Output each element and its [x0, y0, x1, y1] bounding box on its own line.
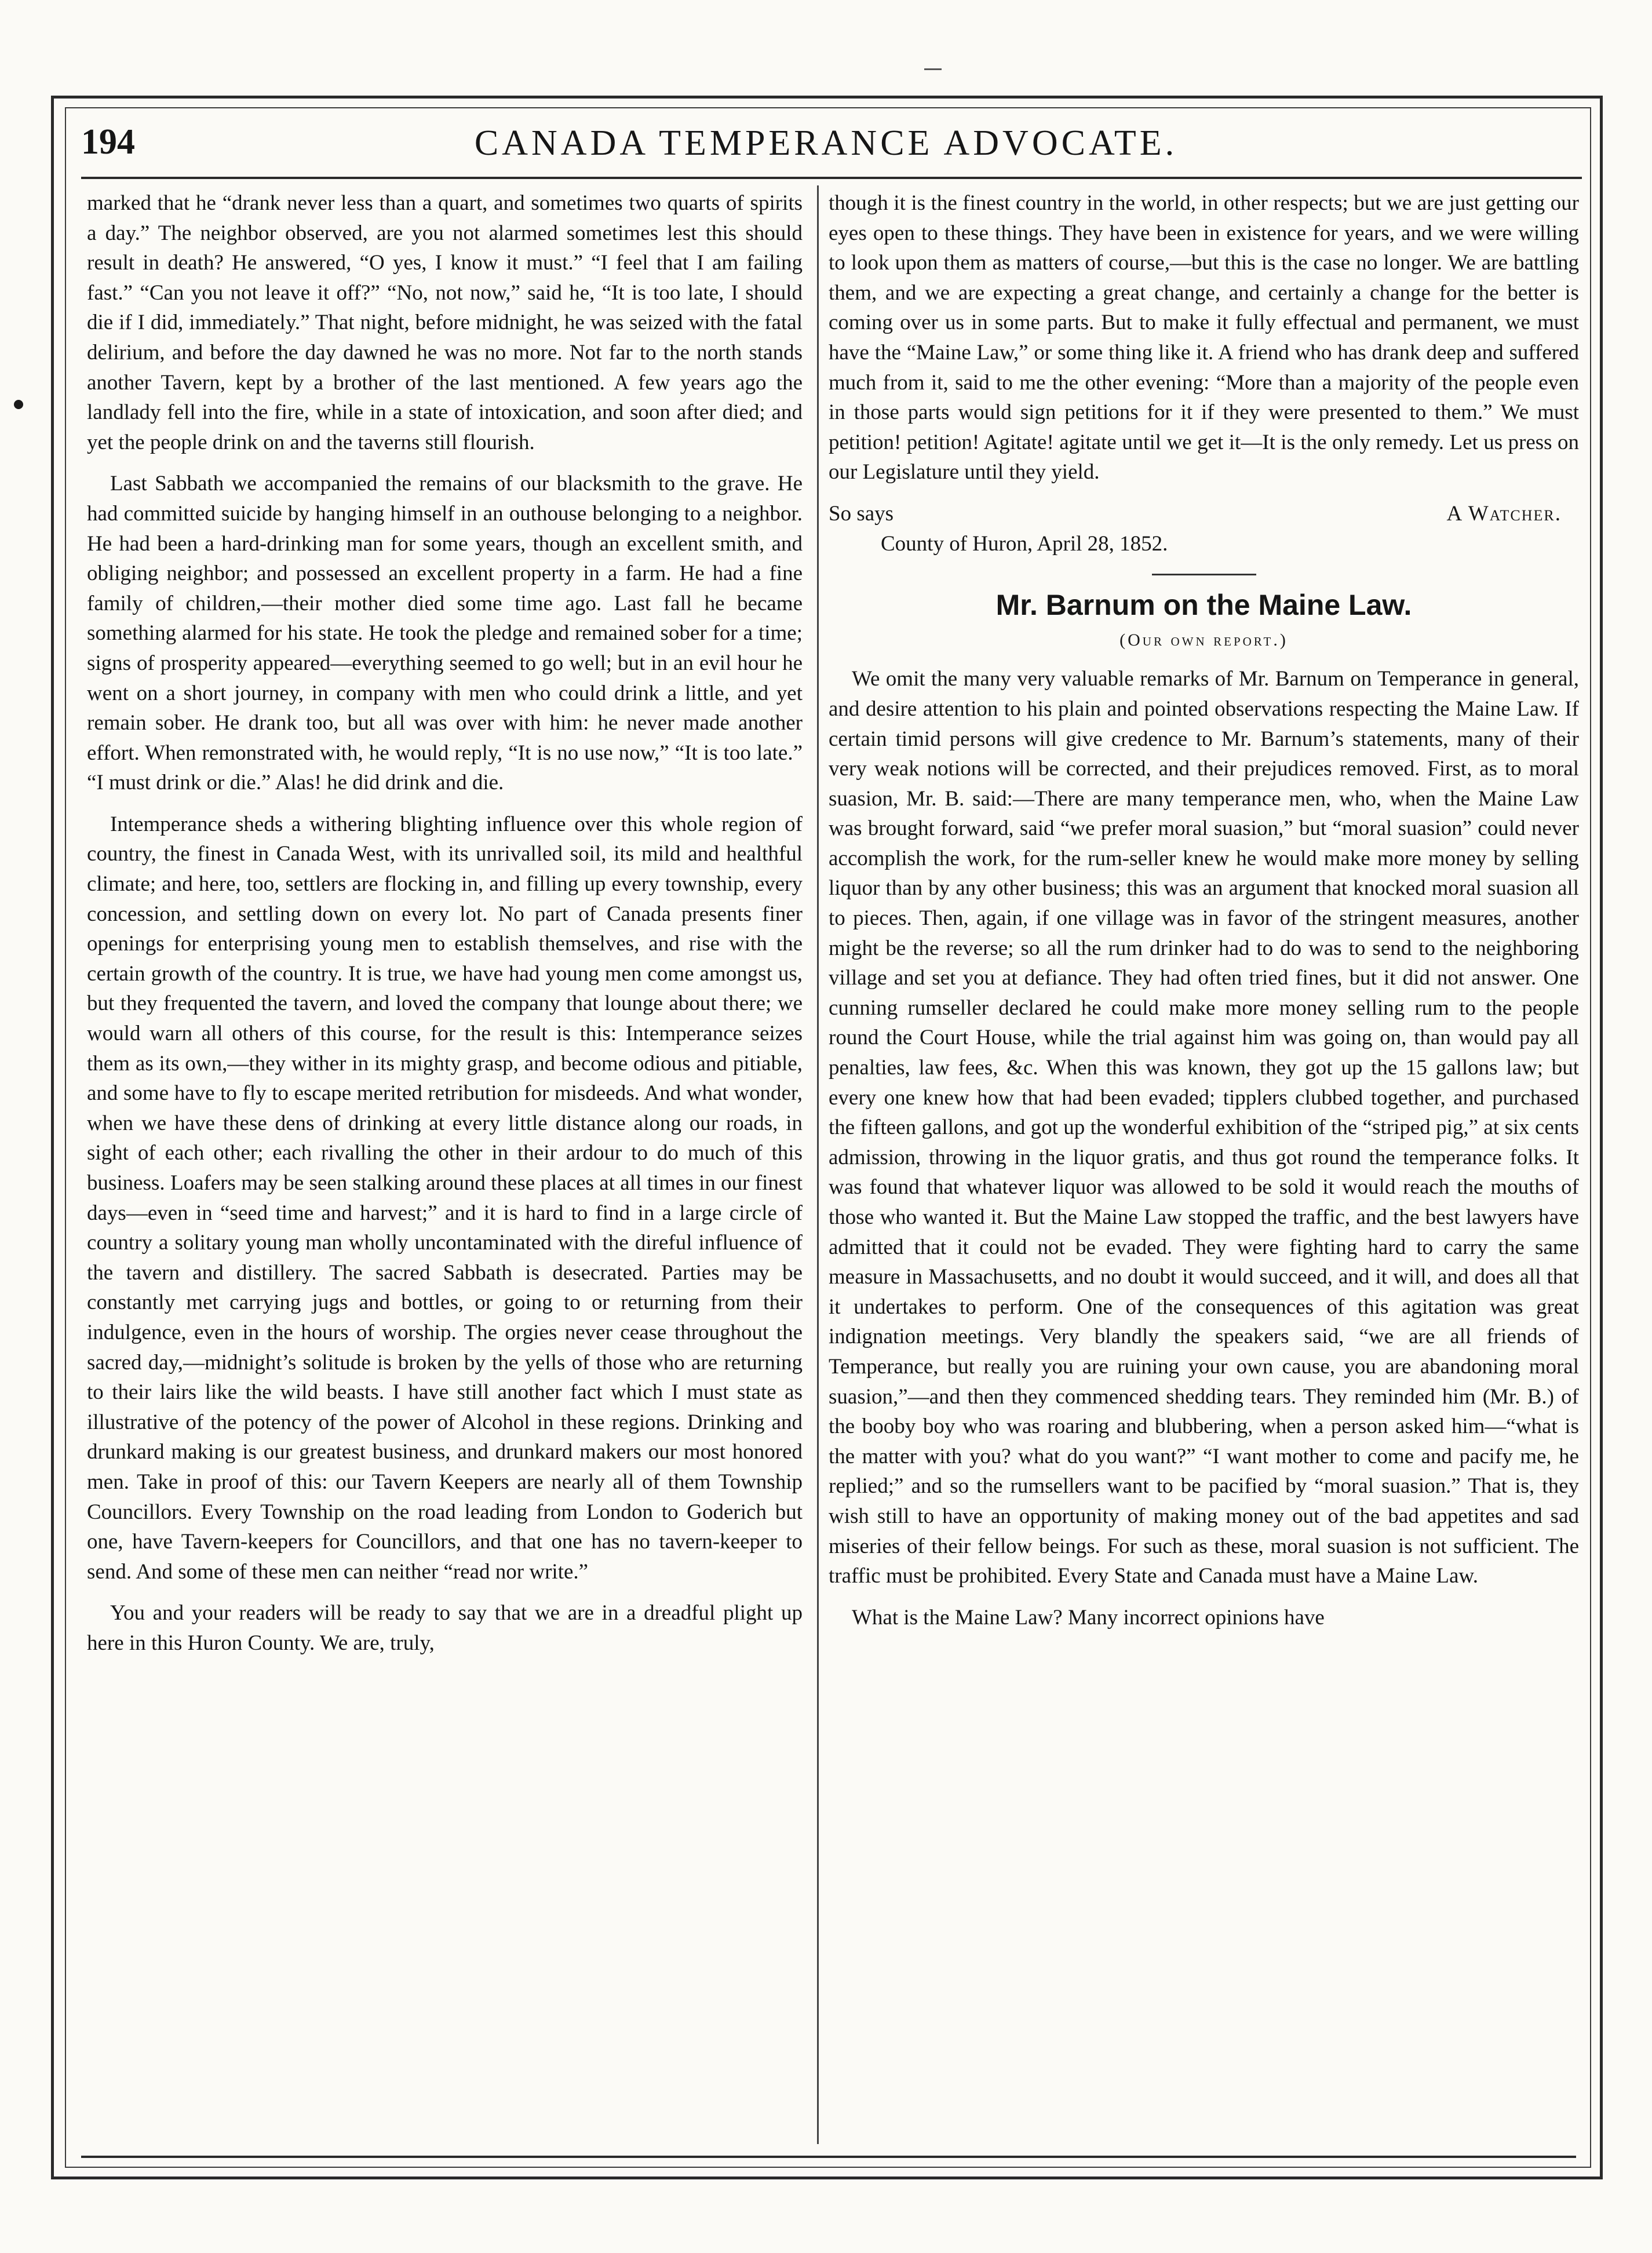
place-date: County of Huron, April 28, 1852. — [881, 531, 1168, 556]
right-paragraph-2: We omit the many very valuable remarks of Mr. Barnum on Temperance in general, and desire attention to his plain and pointed observations respecting the Maine Law. If certain timid persons will give credence to Mr. Barnum’s statements, many of their very weak notions will be corrected, and their prejudices removed. First, as to moral suasion, Mr. B. said:—There are many temperance men, who, when the Maine Law was brought forward, said “we prefer moral suasion,” but “moral suasion” could never accomplish the work, for the rum-seller knew he would make more money by selling liquor than by any other business; this was an argument that knocked moral suasion all to pieces. Then, again, if one village was in favor of the stringent measures, another might be the reverse; so all the rum drinker had to do was to send to the neighboring village and set you at defiance. They had often tried fines, but it did not answer. One cunning rumseller declared he could make more money selling rum to the people round the Court House, while the trial against him was going on, than would pay all penalties, law fees, &c. When this was known, they got up the 15 gallons law; but every one knew how that had been evaded; tipplers clubbed together, and purchased the fifteen gallons, and got up the wonderful exhibition of the “striped pig,” at six cents admission, throwing in the liquor gratis, and thus got round the temperance folks. It was found that whatever liquor was allowed to be sold it would reach the mouths of those who wanted it. But the Maine Law stopped the traffic, and the best lawyers have admitted that it could not be evaded. They were fighting hard to carry the same measure in Massachusetts, and no doubt it would succeed, and it will, and does all that it undertakes to perform. One of the consequences of this agitation was great indignation meetings. Very blandly the speakers said, “we are all friends of Temperance, but really you are ruining your own cause, you are abandoning moral suasion,”—and then they commenced shedding tears. They reminded him (Mr. B.) of the booby boy who was roaring and blubbering, when a person asked him—“what is the matter with you? what do you want?” “I want mother to come and pacify me, he replied;” and so the rumsellers want to be pacified by “moral suasion.” That is, they wish still to have an opportunity of making money out of the bad appetites and sad miseries of their fellow beings. For such as these, moral suasion is not sufficient. The traffic must be prohibited. Every State and Canada must have a Maine Law. — [829, 667, 1579, 1588]
article-heading: Mr. Barnum on the Maine Law. — [995, 589, 1412, 622]
left-column — [87, 188, 803, 1670]
top-dash-mark — [924, 68, 942, 70]
column-divider — [817, 185, 819, 2144]
section-rule — [1152, 574, 1256, 575]
left-paragraph-2: Last Sabbath we accompanied the remains of our blacksmith to the grave. He had committed suicide by hanging himself in an outhouse belonging to a neighbor. He had been a hard-drinking man for some years, though an excellent smith, and obliging neighbor; and possessed an excellent property in a farm. He had a fine family of children,—their mother died some time ago. Last fall he became something alarmed for his state. He took the pledge and remained sober for a time; signs of prosperity appeared—everything seemed to go well; but in an evil hour he went on a short journey, in company with men who could drink a little, and yet remain sober. He drank too, but all was over with him: he never made another effort. When remonstrated with, he would reply, “It is no use now,” “It is too late.” “I must drink or die.” Alas! he did drink and die. — [87, 472, 803, 795]
so-says: So says — [829, 501, 894, 526]
left-paragraph-4: You and your readers will be ready to say that we are in a dreadful plight up here in this Huron County. We are, truly, — [87, 1601, 803, 1655]
signature: A Watcher. — [1446, 501, 1562, 526]
right-column — [829, 188, 1579, 1644]
left-paragraph-3: Intemperance sheds a withering blighting influence over this whole region of country, the finest in Canada West, with its unrivalled soil, its mild and healthful climate; and here, too, settlers are flocking in, and filling up every township, every concession, and settling down on every lot. No part of Canada presents finer openings for enterprising young men to establish themselves, and rise with the certain growth of the country. It is true, we have had young men come amongst us, but they frequented the tavern, and loved the company that lounge about there; we would warn all others of this course, for the result is this: Intemperance seizes them as its own,—they wither in its mighty grasp, and become odious and pitiable, and some have to fly to escape merited retribution for misdeeds. And what wonder, when we have these dens of drinking at every little distance along our roads, in sight of each other; each rivalling the other in their ardour to do much of this business. Loafers may be seen stalking around these places at all times in our finest days—even in “seed time and harvest;” and it is hard to find in a large circle of country a solitary young man wholly uncontaminated with the direful influence of the tavern and distillery. The sacred Sabbath is desecrated. Parties may be constantly met carrying jugs and bottles, or going to or returning from their indulgence, even in the hours of worship. The orgies never cease throughout the sacred day,—midnight’s solitude is broken by the yells of those who are returning to their lairs like the wild beasts. I have still another fact which I must state as illustrative of the potency of the power of Alcohol in these regions. Drinking and drunkard making is our greatest business, and drunkard makers our most honored men. Take in proof of this: our Tavern Keepers are nearly all of them Township Councillors. Every Township on the road leading from London to Goderich but one, have Tavern-keepers for Councillors, and that one has no tavern-keeper to send. And some of these men can neither “read nor write.” — [87, 812, 803, 1584]
left-paragraph-1: marked that he “drank never less than a quart, and sometimes two quarts of spirits a day.” The neighbor observed, are you not alarmed sometimes lest this should result in death? He answered, “O yes, I know it must.” “I feel that I am failing fast.” “Can you not leave it off?” “No, not now,” said he, “It is too late, I should die if I did, immediately.” That night, before midnight, he was seized with the fatal delirium, and before the day dawned he was no more. Not far to the north stands another Tavern, kept by a brother of the last mentioned. A few years ago the landlady fell into the fire, while in a state of intoxication, and soon after died; and yet the people drink on and the taverns still flourish. — [87, 191, 803, 454]
running-title: CANADA TEMPERANCE ADVOCATE. — [474, 123, 1178, 163]
right-paragraph-3: What is the Maine Law? Many incorrect opinions have — [852, 1605, 1325, 1629]
margin-dot-mark — [14, 400, 23, 409]
page-number: 194 — [81, 122, 135, 162]
header-rule — [81, 177, 1582, 179]
right-paragraph-1: though it is the finest country in the world, in other respects; but we are just getting our eyes open to these things. They have been in existence for years, and we were willing to look upon them as matters of course,—but this is the case no longer. We are battling them, and we are expecting a great change, and certainly a change for the better is coming over us in some parts. But to make it fully effectual and permanent, we must have the “Maine Law,” or some thing like it. A friend who has drank deep and suffered much from it, said to me the other evening: “More than a majority of the people even in those parts would sign petitions for it if they were presented to them.” We must petition! petition! Agitate! agitate until we get it—It is the only remedy. Let us press on our Legislature until they yield. — [829, 191, 1579, 484]
bottom-rule — [81, 2156, 1576, 2158]
signature-line — [829, 499, 1579, 529]
article-subheading: (Our own report.) — [1119, 630, 1288, 650]
